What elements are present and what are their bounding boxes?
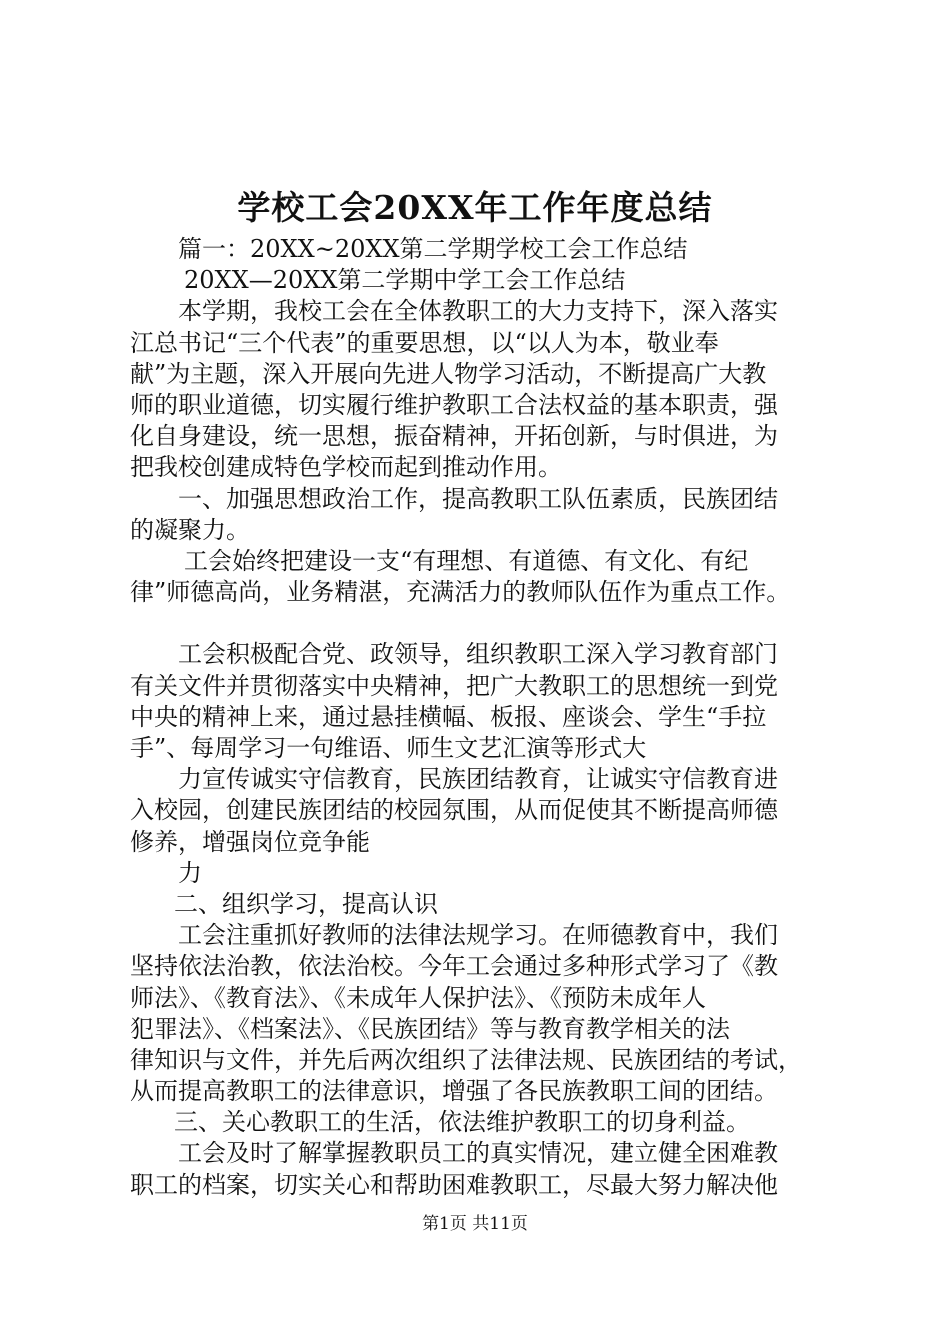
text-line: 二、组织学习，提高认识 (174, 889, 438, 918)
text-line: 三、关心教职工的生活，依法维护教职工的切身利益。 (174, 1108, 750, 1137)
text-line: 中央的精神上来，通过悬挂横幅、板报、座谈会、学生“手拉 (130, 702, 767, 731)
blank-line (130, 608, 850, 639)
page-footer: 第1页 共11页 (422, 1214, 528, 1234)
text-line: 犯罪法》、《档案法》、《民族团结》等与教育教学相关的法 (130, 1014, 730, 1043)
text-line: 工会积极配合党、政领导，组织教职工深入学习教育部门 (178, 640, 778, 669)
text-line: 师法》、《教育法》、《未成年人保护法》、《预防未成年人 (130, 983, 706, 1012)
text-line: 律”师德高尚，业务精湛，充满活力的教师队伍作为重点工作。 (130, 578, 791, 607)
text-line: 从而提高教职工的法律意识，增强了各民族教职工间的团结。 (130, 1077, 778, 1106)
text-line: 本学期，我校工会在全体教职工的大力支持下，深入落实 (178, 297, 778, 326)
document-title: 学校工会20XX年工作年度总结 (237, 188, 713, 227)
text-line: 工会始终把建设一支“有理想、有道德、有文化、有纪 (184, 546, 749, 575)
text-line: 师的职业道德，切实履行维护教职工合法权益的基本职责，强 (130, 390, 778, 419)
text-line: 律知识与文件，并先后两次组织了法律法规、民族团结的考试， (130, 1045, 802, 1074)
text-line: 化自身建设，统一思想，振奋精神，开拓创新，与时俱进，为 (130, 422, 778, 451)
text-line: 工会及时了解掌握教职员工的真实情况，建立健全困难教 (178, 1139, 778, 1168)
text-line: 力宣传诚实守信教育，民族团结教育，让诚实守信教育进 (178, 765, 778, 794)
text-line: 手”、每周学习一句维语、师生文艺汇演等形式大 (130, 734, 647, 762)
text-line: 江总书记“三个代表”的重要思想，以“以人为本，敬业奉 (130, 328, 719, 357)
text-line: 篇一：20XX~20XX第二学期学校工会工作总结 (178, 235, 688, 263)
text-line: 有关文件并贯彻落实中央精神，把广大教职工的思想统一到党 (130, 671, 778, 700)
text-line: 的凝聚力。 (130, 515, 250, 544)
text-line: 一、加强思想政治工作，提高教职工队伍素质，民族团结 (178, 484, 778, 513)
text-line: 职工的档案，切实关心和帮助困难教职工，尽最大努力解决他 (130, 1170, 778, 1199)
document-body (130, 234, 850, 1201)
text-line: 修养，增强岗位竞争能 (130, 827, 370, 856)
text-line: 工会注重抓好教师的法律法规学习。在师德教育中，我们 (178, 921, 778, 950)
text-line: 20XX—20XX第二学期中学工会工作总结 (184, 266, 626, 295)
text-line: 献”为主题，深入开展向先进人物学习活动，不断提高广大教 (130, 359, 767, 388)
text-line: 入校园，创建民族团结的校园氛围，从而促使其不断提高师德 (130, 796, 778, 825)
text-line: 力 (178, 858, 202, 887)
text-line: 坚持依法治教，依法治校。今年工会通过多种形式学习了《教 (130, 952, 778, 981)
text-line: 把我校创建成特色学校而起到推动作用。 (130, 453, 562, 482)
